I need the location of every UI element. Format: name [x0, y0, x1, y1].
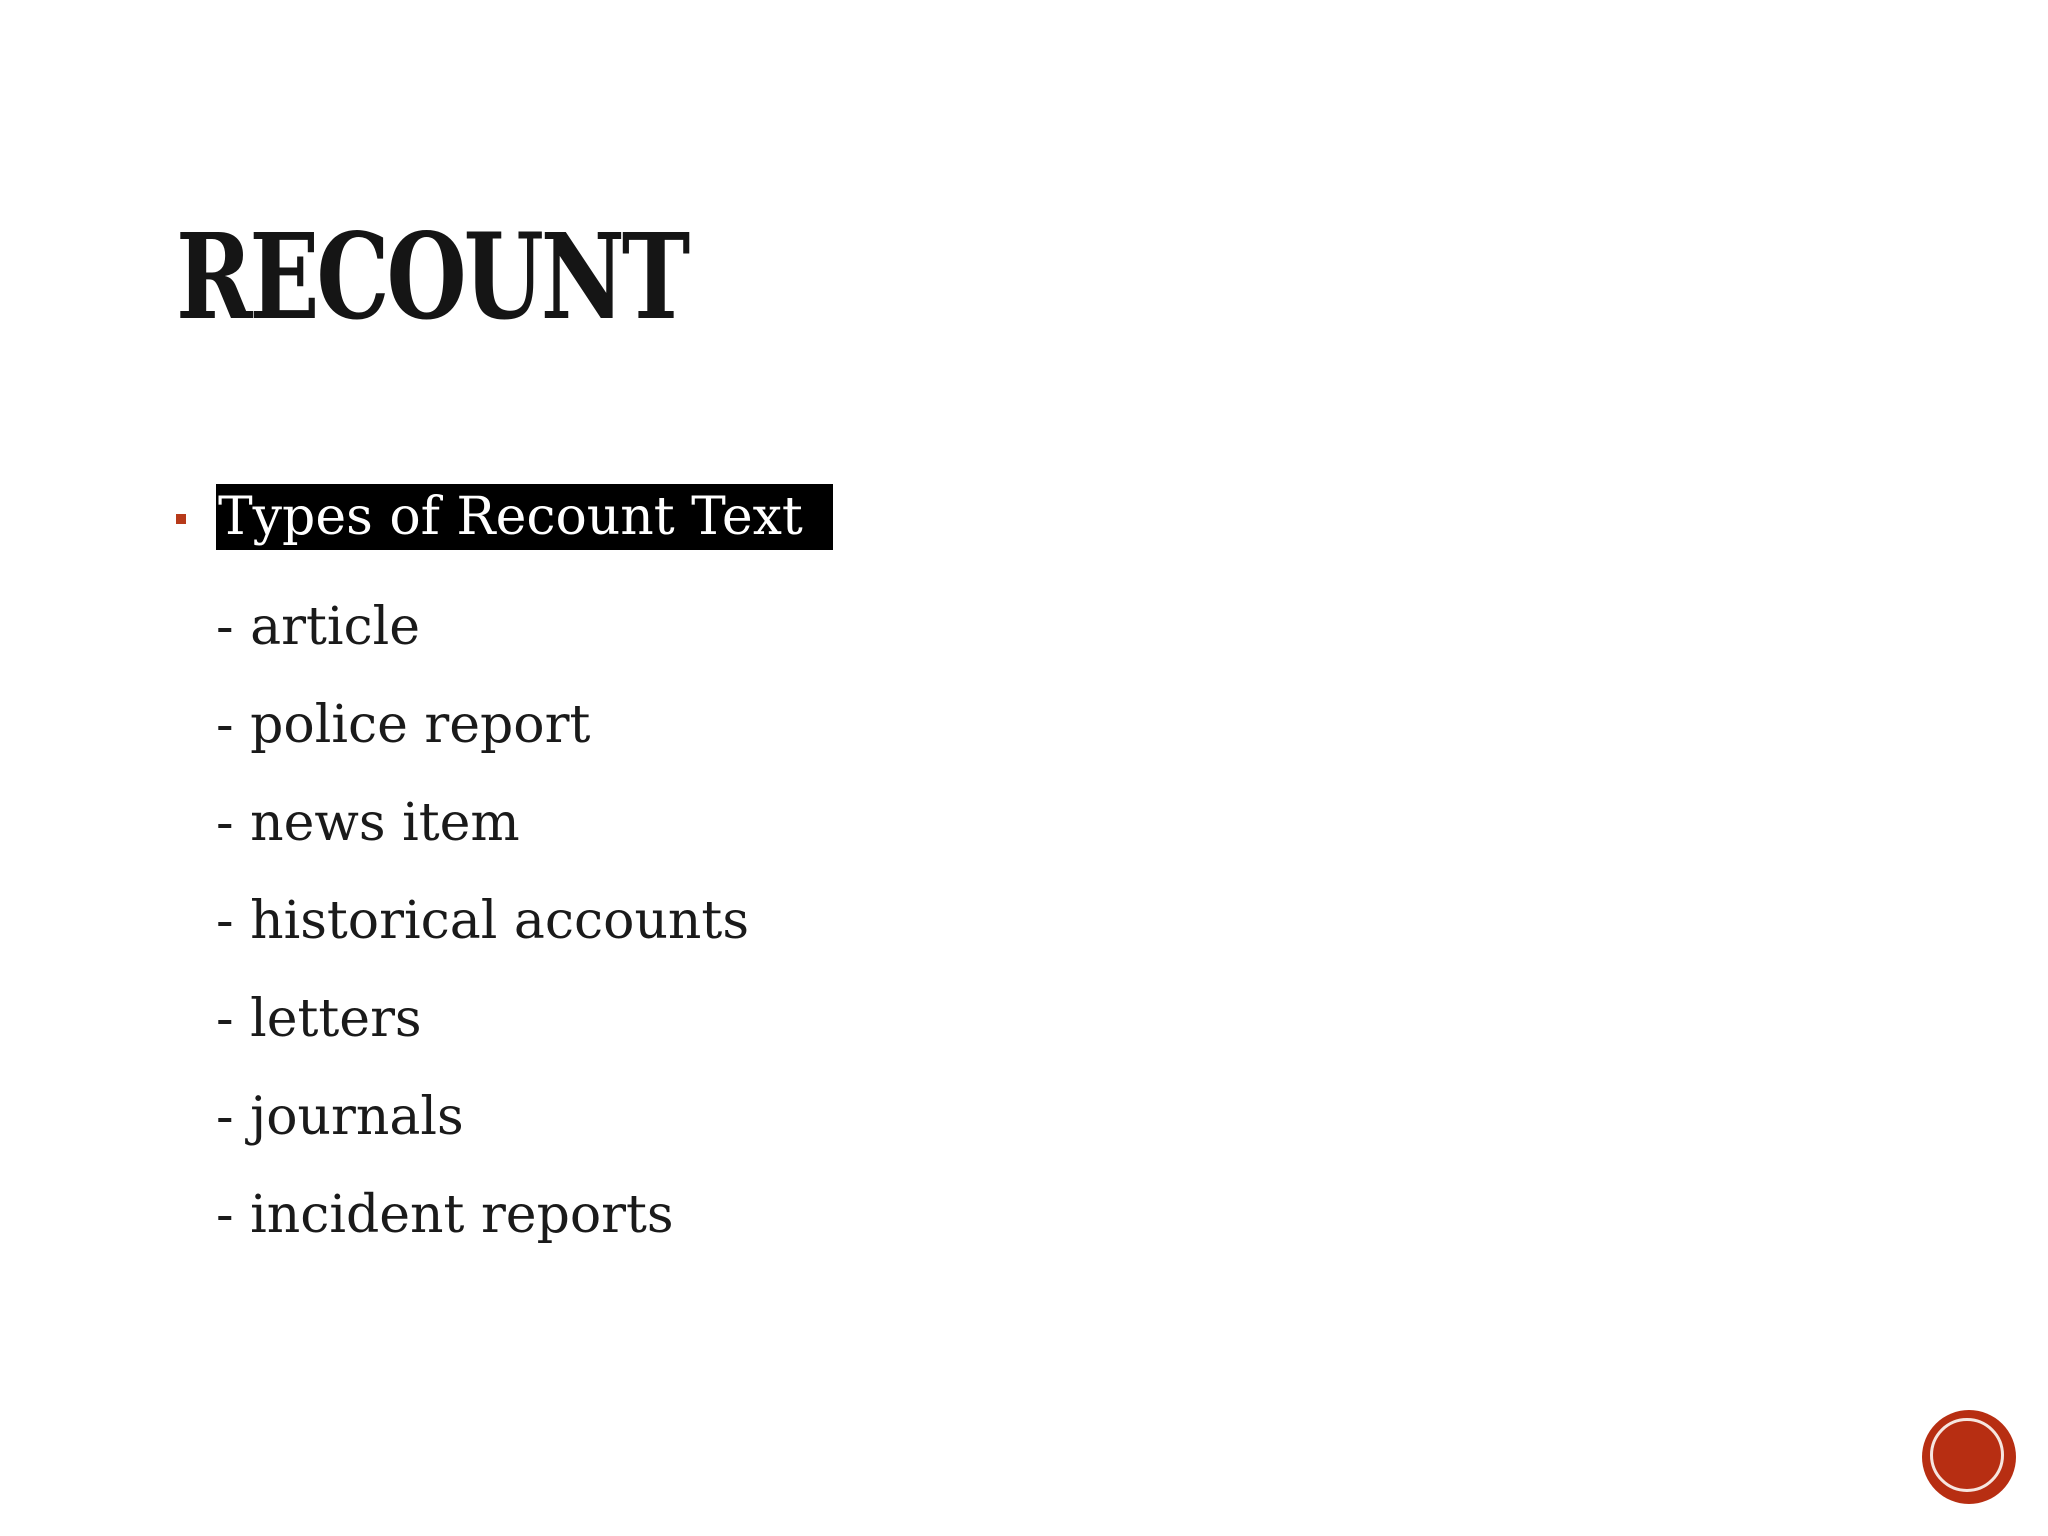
list-item: - police report: [216, 695, 591, 755]
list-item: - letters: [216, 989, 422, 1049]
list-item: - journals: [216, 1087, 464, 1147]
bullet-text-highlighted: Types of Recount Text: [216, 484, 833, 550]
list-item: - news item: [216, 793, 520, 853]
recount-types-list: [216, 578, 749, 1264]
slide-title: RECOUNT: [176, 207, 688, 346]
square-bullet-icon: [176, 514, 186, 524]
list-item: - historical accounts: [216, 891, 749, 951]
list-item: - article: [216, 597, 421, 657]
ring-icon: [1930, 1418, 2004, 1492]
circle-nav-icon[interactable]: [1924, 1412, 2014, 1502]
bullet-item: [176, 484, 833, 550]
list-item: - incident reports: [216, 1185, 674, 1245]
